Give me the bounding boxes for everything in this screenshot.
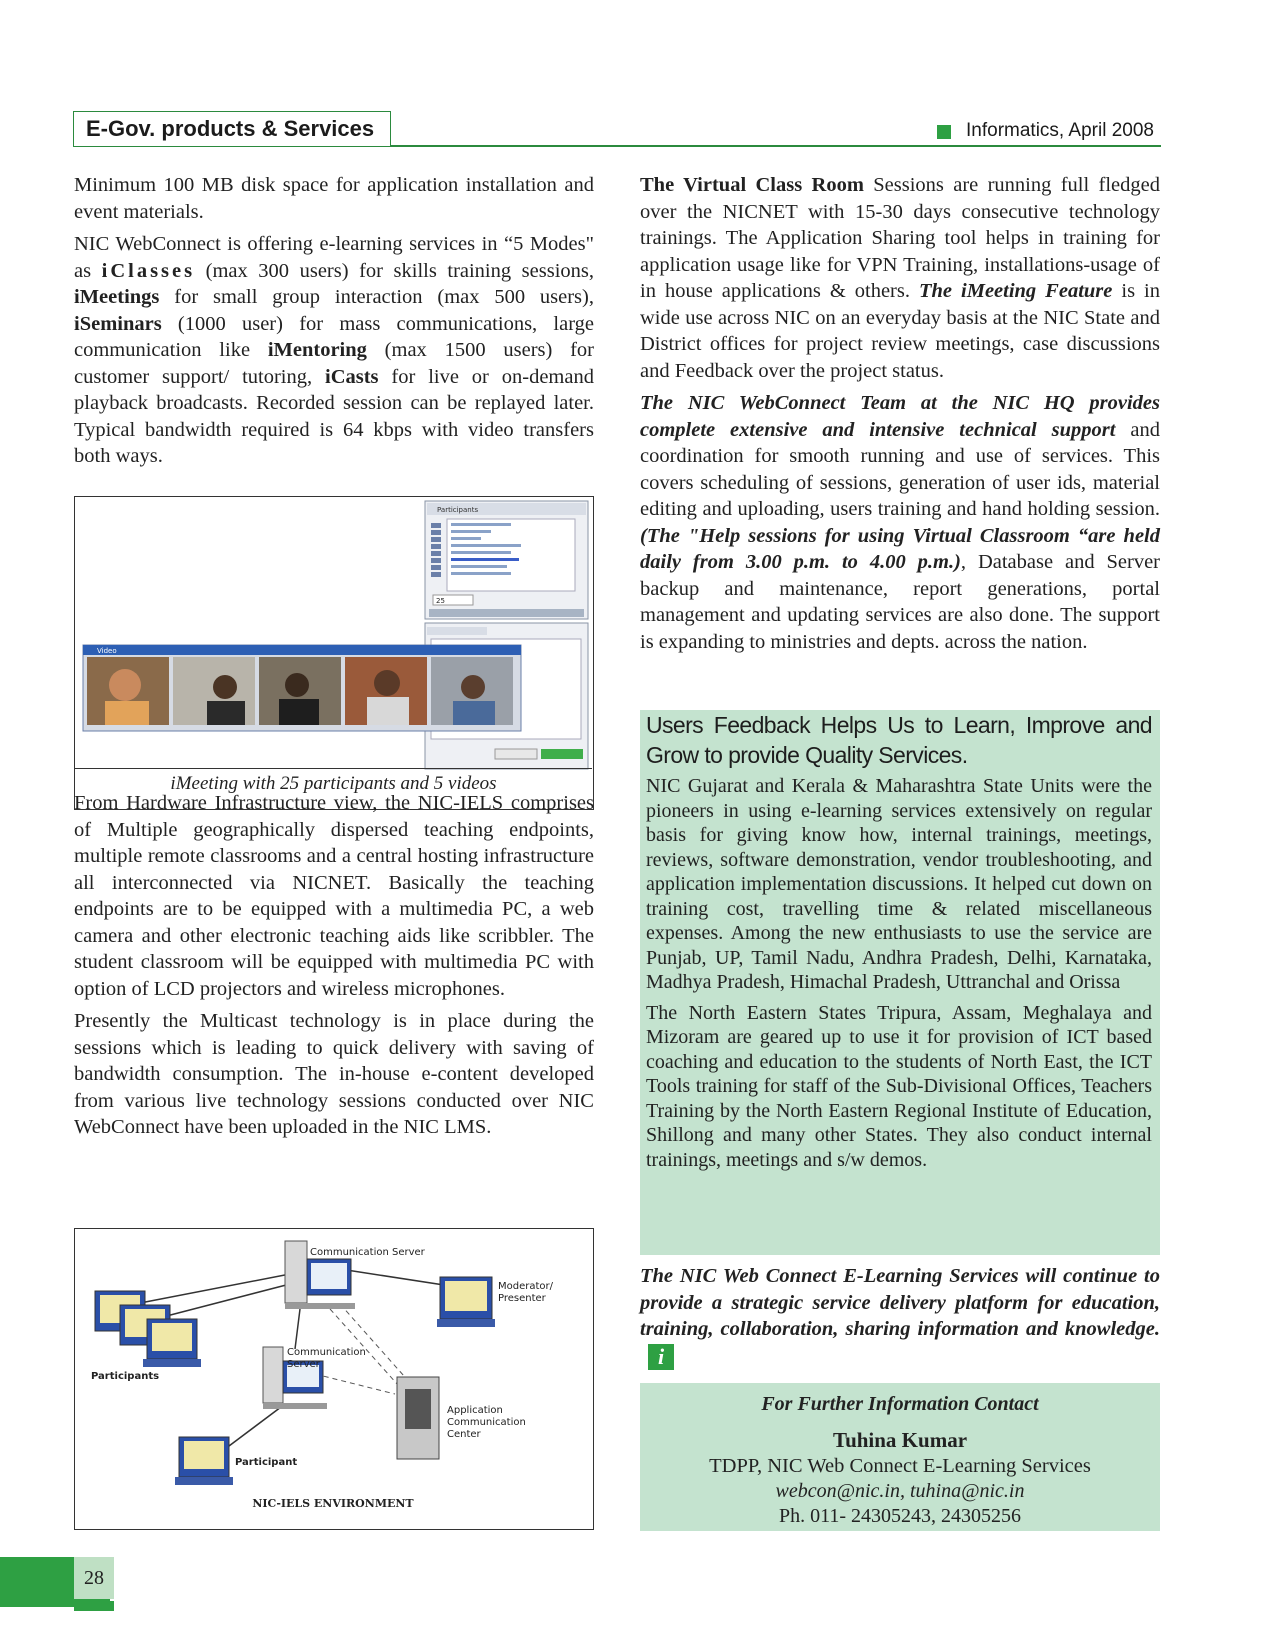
left-column-bottom — [74, 790, 594, 1147]
feedback-paragraph-1: NIC Gujarat and Kerala & Maharashtra State Units were the pioneers in using e-learning services extensively on regular basis for giving know how, internal trainings, meetings, reviews, software demonstration, vendor troubleshooting, and application implementation discussions. It helped cut down on training cost, travelling time & related miscellaneous expenses. Among the new enthusiasts to use the service are Punjab, UP, Tamil Nadu, Andhra Pradesh, Delhi, Karnataka, Madhya Pradesh, Himachal Pradesh, Uttranchal and Orissa — [646, 775, 1152, 993]
label-participants: Participants — [91, 1371, 160, 1382]
contact-name: Tuhina Kumar — [832, 1428, 968, 1452]
contact-emails[interactable]: webcon@nic.in, tuhina@nic.in — [775, 1480, 1025, 1502]
footer-strip — [74, 1601, 114, 1611]
paragraph-virtual-classroom: The Virtual Class Room Sessions are running full fledged over the NICNET with 15-30 days consecutive technology trainings. The Application Sharing tool helps in training for application usage like for VPN Training, installations-usage of in house applications & others. The iMeeting Feature is in wide use across NIC on an everyday basis at the NIC State and District offices for project review meetings, case discussions and Feedback over the project status. — [640, 174, 1161, 382]
imeeting-figure — [74, 496, 594, 810]
page-number: 28 — [74, 1557, 114, 1599]
term-iclasses: iClasses — [101, 259, 196, 282]
label-app-center: Application Communication Center — [447, 1405, 526, 1440]
paragraph-hardware: From Hardware Infrastructure view, the NIC-IELS comprises of Multiple geographically dispersed teaching endpoints, multiple remote classrooms and a central hosting infrastructure all interconnected via NICNET. Basically the teaching endpoints are to be equipped with a multimedia PC, a web camera and other electronic teaching aids like scribbler. The student classroom will be equipped with multimedia PC with option of LCD projectors and wireless microphones. — [74, 792, 594, 1000]
section-tag: E-Gov. products & Services — [73, 111, 391, 147]
server-tower-2-icon — [263, 1347, 283, 1403]
feedback-panel — [640, 710, 1160, 1255]
left-column-top — [74, 172, 594, 476]
issue-label: Informatics, April 2008 — [966, 120, 1154, 141]
participants-tab: Participants — [437, 506, 479, 514]
nic-iels-diagram — [74, 1228, 594, 1530]
term-imeetings: iMeetings — [74, 286, 160, 308]
header-rule — [391, 145, 1161, 147]
diagram-title: NIC-IELS ENVIRONMENT — [252, 1497, 414, 1510]
contact-heading: For Further Information Contact — [761, 1393, 1039, 1415]
participant-count: 25 — [436, 597, 445, 605]
contact-panel — [640, 1383, 1160, 1531]
paragraph-modes: NIC WebConnect is offering e-learning services in “5 Modes" as iClasses (max 300 users) for skills training sessions, iMeetings for small group interaction (max 500 users), iSeminars (1000 user) for mass communications, large communication like iMentoring (max 1500 users) for customer support/ tutoring, iCasts for live or on-demand playback broadcasts. Recorded session can be replayed later. Typical bandwidth required is 64 kbps with video transfers both ways. — [74, 233, 595, 467]
label-comm-server-mid: Communication Server — [287, 1347, 366, 1370]
term-imentoring: iMentoring — [267, 339, 367, 361]
closing-statement: The NIC Web Connect E-Learning Services will continue to provide a strategic service delivery platform for education, training, collaboration, sharing information and knowledge.i — [640, 1265, 1160, 1369]
term-icasts: iCasts — [325, 365, 379, 388]
feedback-heading: Users Feedback Helps Us to Learn, Improve and Grow to provide Quality Services. — [646, 712, 1152, 768]
network-diagram — [75, 1229, 592, 1528]
paragraph-multicast: Presently the Multicast technology is in place during the sessions which is leading to quick delivery with saving of bandwidth consumption. The in-house e-content developed from various live technology sessions conducted over NIC WebConnect have been uploaded in the NIC LMS. — [74, 1010, 594, 1138]
term-iseminars: iSeminars — [74, 312, 162, 335]
paragraph-disk-space: Minimum 100 MB disk space for application installation and event materials. — [74, 174, 594, 223]
contact-role: TDPP, NIC Web Connect E-Learning Services — [709, 1455, 1091, 1477]
contact-phone: Ph. 011- 24305243, 24305256 — [778, 1505, 1022, 1527]
video-title: Video — [97, 647, 117, 655]
figure-caption: iMeeting with 25 participants and 5 videos — [75, 768, 592, 799]
issue-square-icon — [937, 125, 951, 139]
paragraph-support: The NIC WebConnect Team at the NIC HQ provides complete extensive and intensive technical support and coordination for smooth running and use of services. This covers scheduling of sessions, generation of user ids, material editing and uploading, users training and hand holding session. (The "Help sessions for using Virtual Classroom “are held daily from 3.00 p.m. to 4.00 p.m.), Database and Server backup and maintenance, report generations, portal management and updating services are also done. The support is expanding to ministries and depts. across the nation. — [640, 392, 1161, 653]
label-participant: Participant — [235, 1457, 298, 1468]
info-icon: i — [648, 1344, 674, 1370]
server-tower-icon — [285, 1241, 307, 1303]
label-comm-server-top: Communication Server — [310, 1247, 425, 1258]
participants-computers-icon — [95, 1291, 201, 1367]
label-moderator: Moderator/ Presenter — [498, 1281, 554, 1304]
right-column-top — [640, 172, 1160, 661]
feedback-paragraph-2: The North Eastern States Tripura, Assam, Meghalaya and Mizoram are geared up to use it for provision of ICT based coaching and education to the students of North East, the ICT Tools training for staff of the Sub-Divisional Offices, Teachers Training by the North Eastern Regional Institute of Education, Shillong and many other States. They also conduct internal trainings, meetings and s/w demos. — [646, 1001, 1152, 1171]
imeeting-screenshot — [75, 497, 592, 773]
